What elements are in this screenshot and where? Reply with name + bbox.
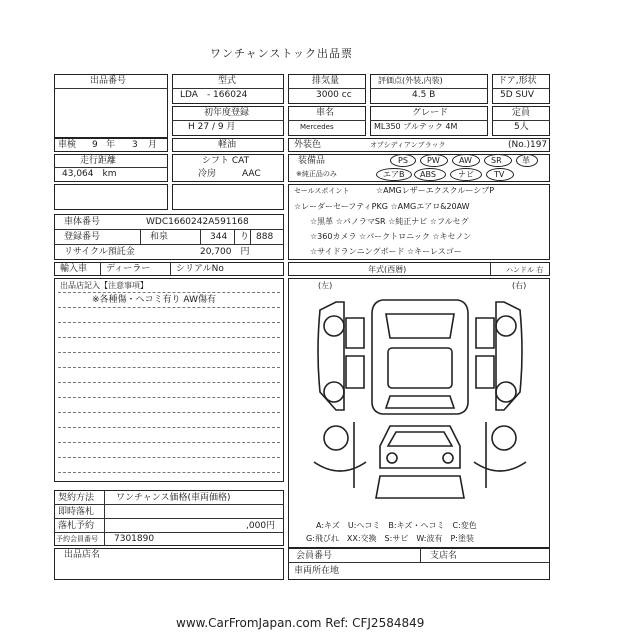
first-reg-label: 初年度登録 <box>204 108 250 118</box>
displacement-label: 排気量 <box>312 76 340 86</box>
legend-line-2: G:飛びれ XX:交換 S:サビ W:波有 P:塗装 <box>306 534 474 543</box>
mileage-label: 走行距離 <box>80 156 117 166</box>
color-no-value: (No.)197 <box>508 140 548 150</box>
notes-label: 出品店記入【注意事項】 <box>60 281 148 290</box>
vin-value: WDC1660242A591168 <box>146 217 249 227</box>
recycle-value: 20,700 円 <box>200 247 250 257</box>
contract-value: ワンチャンス価格(車両価格) <box>116 493 231 503</box>
equipment-label: 装備品 <box>298 156 326 166</box>
mileage-value: 43,064 km <box>62 169 117 179</box>
model-label: 型式 <box>218 76 237 86</box>
displacement-value: 3000 cc <box>316 90 352 100</box>
store-label: 出品店名 <box>64 550 101 560</box>
member-label: 会員番号 <box>296 551 333 561</box>
car-name-label: 車名 <box>316 108 335 118</box>
sales-point-3: ☆黒革 ☆パノラマSR ☆純正ナビ ☆フルセグ <box>310 217 469 226</box>
light-oil-label: 軽油 <box>218 140 237 150</box>
inspection-year: 9 <box>92 140 98 150</box>
doors-value: 5D SUV <box>500 90 534 100</box>
vehicle-location-label: 車両所在地 <box>294 566 340 576</box>
plate-region: 和泉 <box>150 232 169 242</box>
cooler-value: AAC <box>242 169 261 179</box>
member-no-value: 7301890 <box>114 534 155 544</box>
notes-box <box>54 278 284 482</box>
doors-label: ドア,形状 <box>498 76 537 86</box>
equip-ps: PS <box>398 156 408 165</box>
equip-navi: ナビ <box>458 170 474 179</box>
equip-tv: TV <box>494 170 505 179</box>
sales-point-4: ☆360カメラ ☆パークトロニック ☆キセノン <box>310 232 472 241</box>
grade-value: ML350 ブルテック 4M <box>374 122 458 131</box>
equip-leather: 革 <box>522 156 530 165</box>
plate-class: 344 <box>210 232 228 242</box>
reserve-value: ,000円 <box>246 521 276 531</box>
equip-pw: PW <box>427 156 440 165</box>
blank-cell-1 <box>54 184 168 210</box>
recycle-label: リサイクル預託金 <box>64 247 135 257</box>
import-row <box>54 262 284 276</box>
serial-label: シリアルNo <box>176 264 224 274</box>
inspection-month: 3 <box>132 140 138 150</box>
reserve-label: 落札予約 <box>58 521 95 531</box>
grade-score-label: 評価点(外装,内装) <box>378 76 443 85</box>
watermark: www.CarFromJapan.com Ref: CFJ2584849 <box>176 616 425 630</box>
inspection-month-unit: 月 <box>148 140 158 150</box>
first-reg-value: H 27 / 9 月 <box>188 122 236 132</box>
capacity-label: 定員 <box>512 108 531 118</box>
car-name-value: Mercedes <box>300 123 334 131</box>
shift-label: シフト CAT <box>202 156 250 166</box>
equip-sr: SR <box>491 156 502 165</box>
dealer-value: ディーラー <box>106 264 151 274</box>
plate-number: 888 <box>256 232 274 242</box>
inspection-year-unit: 年 <box>106 140 116 150</box>
listing-no-label: 出品番号 <box>90 76 127 86</box>
plate-label: 登録番号 <box>64 232 101 242</box>
grade-score-value: 4.5 B <box>412 90 436 100</box>
exterior-color-value: オブシディアンブラック <box>370 141 446 149</box>
legend-line-1: A:キズ U:ヘコミ B:キズ・ヘコミ C:変色 <box>316 521 477 530</box>
sales-point-label: セールスポイント <box>294 187 350 195</box>
grade-label: グレード <box>412 108 449 118</box>
exterior-color-label: 外装色 <box>294 140 322 150</box>
sales-point-1: ☆AMGレザーエクスクルーシブP <box>376 186 495 195</box>
form-title: ワンチャンストック出品票 <box>210 47 354 60</box>
instant-label: 即時落札 <box>58 507 95 517</box>
vin-label: 車体番号 <box>64 217 101 227</box>
model-year-label: 年式(西暦) <box>368 265 407 274</box>
contract-label: 契約方法 <box>58 493 95 503</box>
capacity-value: 5人 <box>514 122 529 132</box>
model-value: LDA - 166024 <box>180 90 248 100</box>
sales-point-2: ☆レーダーセーフティPKG ☆AMGエアロ&20AW <box>294 202 470 211</box>
plate-hira: り <box>240 232 250 242</box>
sales-point-5: ☆サイドランニングボード ☆キーレスゴー <box>310 247 462 256</box>
member-no-label: 予約会員番号 <box>56 535 98 543</box>
cooler-label: 冷房 <box>198 169 217 179</box>
branch-label: 支店名 <box>430 551 458 561</box>
notes-line-1: ※各種傷・ヘコミ有り AW傷有 <box>92 295 216 305</box>
blank-cell-2 <box>172 184 284 210</box>
handle-label: ハンドル 右 <box>506 266 544 274</box>
diagram-left-label: (左) <box>318 281 333 290</box>
equipment-note: ※純正品のみ <box>296 170 337 178</box>
equip-airbag: エアB <box>383 170 405 179</box>
diagram-right-label: (右) <box>512 281 527 290</box>
import-label: 輸入車 <box>60 264 88 274</box>
inspection-label: 車検 <box>58 140 77 150</box>
equip-aw: AW <box>459 156 472 165</box>
equip-abs: ABS <box>420 170 436 179</box>
car-diagram-icon <box>300 292 540 508</box>
